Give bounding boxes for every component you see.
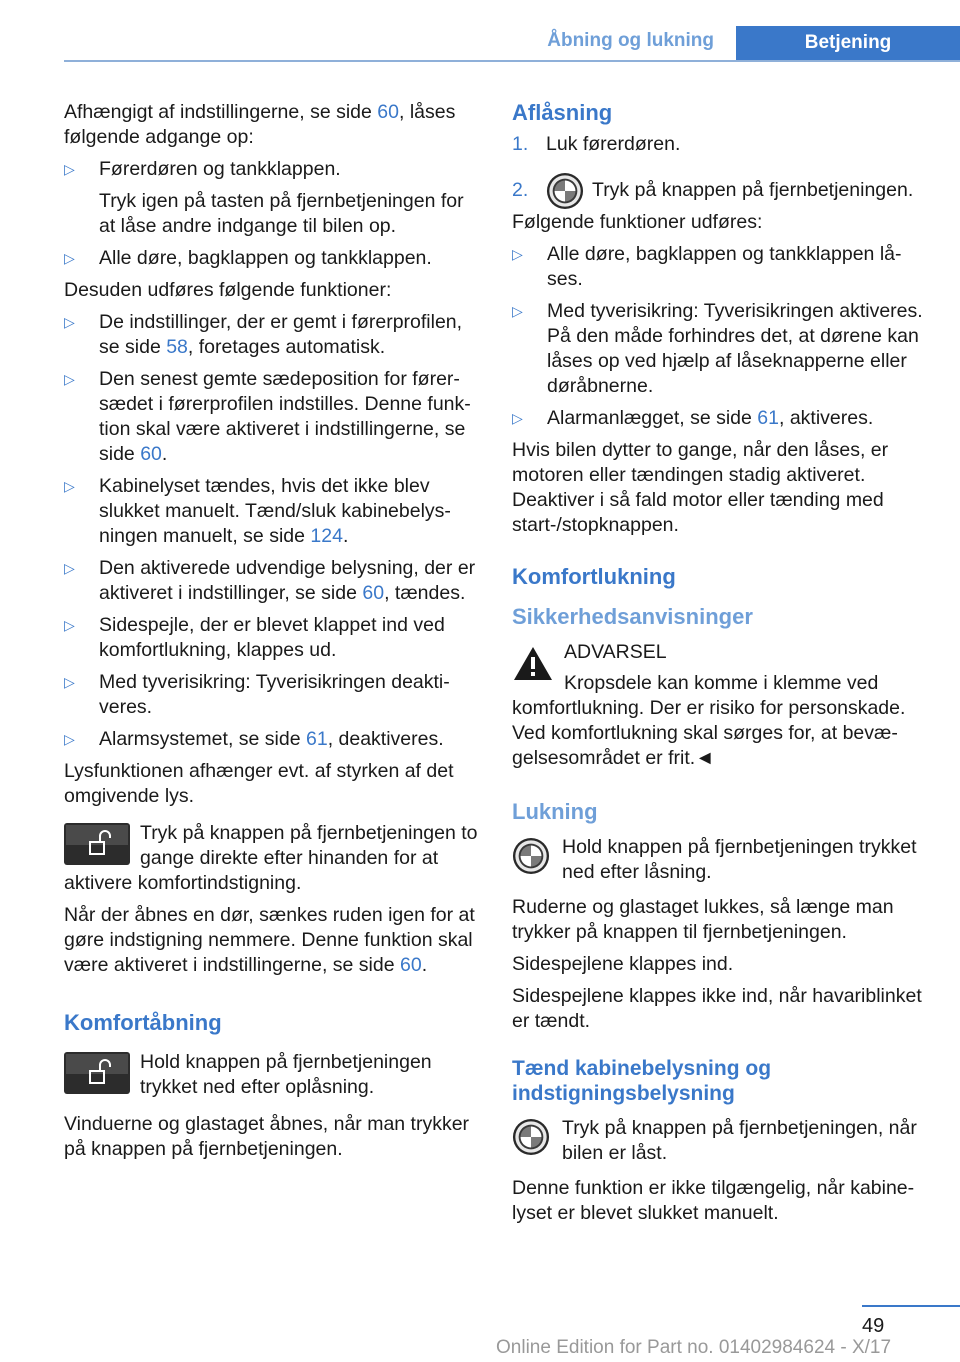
page-link[interactable]: 60: [140, 443, 162, 465]
page-link[interactable]: 60: [377, 101, 399, 123]
unlock-button-icon: [64, 823, 130, 865]
heading-safety: Sikkerhedsanvisninger: [512, 603, 753, 629]
page-number: 49: [862, 1315, 885, 1337]
bullet-item: ▷ Med tyverisikring: Tyverisikringen aktiveres. På den måde forhindres det, at dørene kan låses op ved hjælp af låseknapperne eller døråbnerne.: [512, 299, 928, 399]
bullet-item: ▷ Alle døre, bagklappen og tankklappen låses.: [512, 242, 928, 292]
comfort-open-instruction: Hold knappen på fjernbetjeningen trykket ned efter oplåsning.: [64, 1050, 480, 1100]
light-note: Lysfunktionen afhænger evt. af styrken af det omgivende lys.: [64, 760, 454, 807]
mirrors-in-paragraph: Sidespejlene klappes ind.: [512, 952, 734, 975]
bullet-item: ▷ Alle døre, bagklappen og tankklappen.: [64, 246, 480, 271]
page-link[interactable]: 60: [400, 954, 422, 976]
header-rule: [64, 60, 960, 62]
not-available-paragraph: Denne funktion er ikke tilgængelig, når kabinelyset er blevet slukket manuelt.: [512, 1176, 915, 1224]
bullet-item: ▷ Alarmanlægget, se side 61, aktiveres.: [512, 406, 928, 431]
bullet-continuation: Tryk igen på tasten på fjernbetjeningen for at låse andre indgange til bilen op.: [99, 190, 464, 237]
heading-closing: Lukning: [512, 798, 598, 824]
bullet-item: ▷ Den senest gemte sædeposition for førersædet i førerprofilen indstilles. Denne funktion skal være aktiveret i indstillingerne, se side 60.: [64, 367, 480, 467]
door-paragraph: Når der åbnes en dør, sænkes ruden igen for at gøre indstigning nemmere. Denne funktion skal være aktiveret i indstillingerne, se side 60.: [64, 904, 475, 976]
header-chapter-tab: Betjening: [736, 26, 960, 62]
running-header: [64, 26, 960, 62]
warning-block: [512, 640, 928, 771]
bullet-item: ▷ De indstillinger, der er gemt i førerprofilen, se side 58, foretages automatisk.: [64, 310, 480, 360]
step-item: 2. Tryk på knappen på fjernbetjeningen.: [512, 171, 928, 210]
footer-rule: [862, 1305, 960, 1307]
bullet-item: ▷ Alarmsystemet, se side 61, deaktiveres.: [64, 727, 480, 752]
heading-locking: Aflåsning: [512, 100, 613, 125]
heading-comfort-close: Komfortlukning: [512, 563, 676, 589]
mirrors-not-paragraph: Sidespejlene klappes ikke ind, når havariblinket er tændt.: [512, 984, 922, 1032]
warning-text: Kropsdele kan komme i klemme ved komfortlukning. Der er risiko for personskade. Ved komfortlukning skal sørges for, at bevægelsesområdet er frit.◄: [512, 671, 906, 769]
bmw-key-button-icon: [546, 172, 584, 210]
functions-intro: Desuden udføres følgende funktioner:: [64, 279, 392, 301]
warning-title: ADVARSEL: [564, 640, 667, 663]
page-link[interactable]: 61: [305, 728, 328, 750]
page-link[interactable]: 124: [310, 525, 343, 547]
unlock-twice-instruction: Tryk på knappen på fjernbetjeningen to gange direkte efter hinanden for at aktivere komfortindstigning.: [64, 822, 478, 894]
functions-intro: Følgende funktioner udføres:: [512, 210, 763, 233]
edition-note: Online Edition for Part no. 01402984624 - X/17: [496, 1337, 892, 1358]
page-link[interactable]: 60: [362, 582, 385, 604]
bullet-item: ▷ Med tyverisikring: Tyverisikringen deaktiveres.: [64, 670, 480, 720]
windows-close-paragraph: Ruderne og glastaget lukkes, så længe man trykker på knappen til fjernbetjeningen.: [512, 895, 894, 943]
right-column: [512, 100, 928, 1233]
closing-instruction: Hold knappen på fjernbetjeningen trykket ned efter låsning.: [512, 835, 928, 885]
left-column: [64, 100, 480, 1169]
intro-paragraph: Afhængigt af indstillingerne, se side 60, låses følgende adgange op:: [64, 101, 456, 148]
step-item: 1. Luk førerdøren.: [512, 133, 681, 155]
windows-open-paragraph: Vinduerne og glastaget åbnes, når man trykker på knappen på fjernbetjeningen.: [64, 1113, 470, 1160]
horn-note: Hvis bilen dytter to gange, når den låses, er motoren eller tændingen stadig aktiveret. Deaktiver i så fald motor eller tænding med start-/stopknappen.: [512, 438, 889, 536]
bullet-item: ▷ Førerdøren og tankklappen. Tryk igen på tasten på fjernbetjeningen for at låse andre indgange til bilen op.: [64, 157, 480, 239]
warning-triangle-icon: [512, 644, 554, 682]
page-link[interactable]: 61: [757, 406, 779, 429]
heading-comfort-open: Komfortåbning: [64, 1010, 222, 1035]
page-link[interactable]: 58: [166, 336, 188, 358]
bmw-key-button-icon: [512, 1118, 550, 1156]
interior-light-instruction: Tryk på knappen på fjernbetjeningen, når bilen er låst.: [512, 1116, 928, 1166]
bullet-item: ▷ Kabinelyset tændes, hvis det ikke blev slukket manuelt. Tænd/sluk kabinebelysningen manuelt, se side 124.: [64, 474, 480, 549]
header-section-title: Åbning og lukning: [547, 30, 714, 51]
unlock-button-icon: [64, 1052, 130, 1094]
heading-interior-light: Tænd kabinebelysning og indstigningsbelysning: [512, 1056, 772, 1105]
bullet-item: ▷ Sidespejle, der er blevet klappet ind ved komfortlukning, klappes ud.: [64, 613, 480, 663]
bullet-item: ▷ Den aktiverede udvendige belysning, der er aktiveret i indstillinger, se side 60, tændes.: [64, 556, 480, 606]
bmw-key-button-icon: [512, 837, 550, 875]
